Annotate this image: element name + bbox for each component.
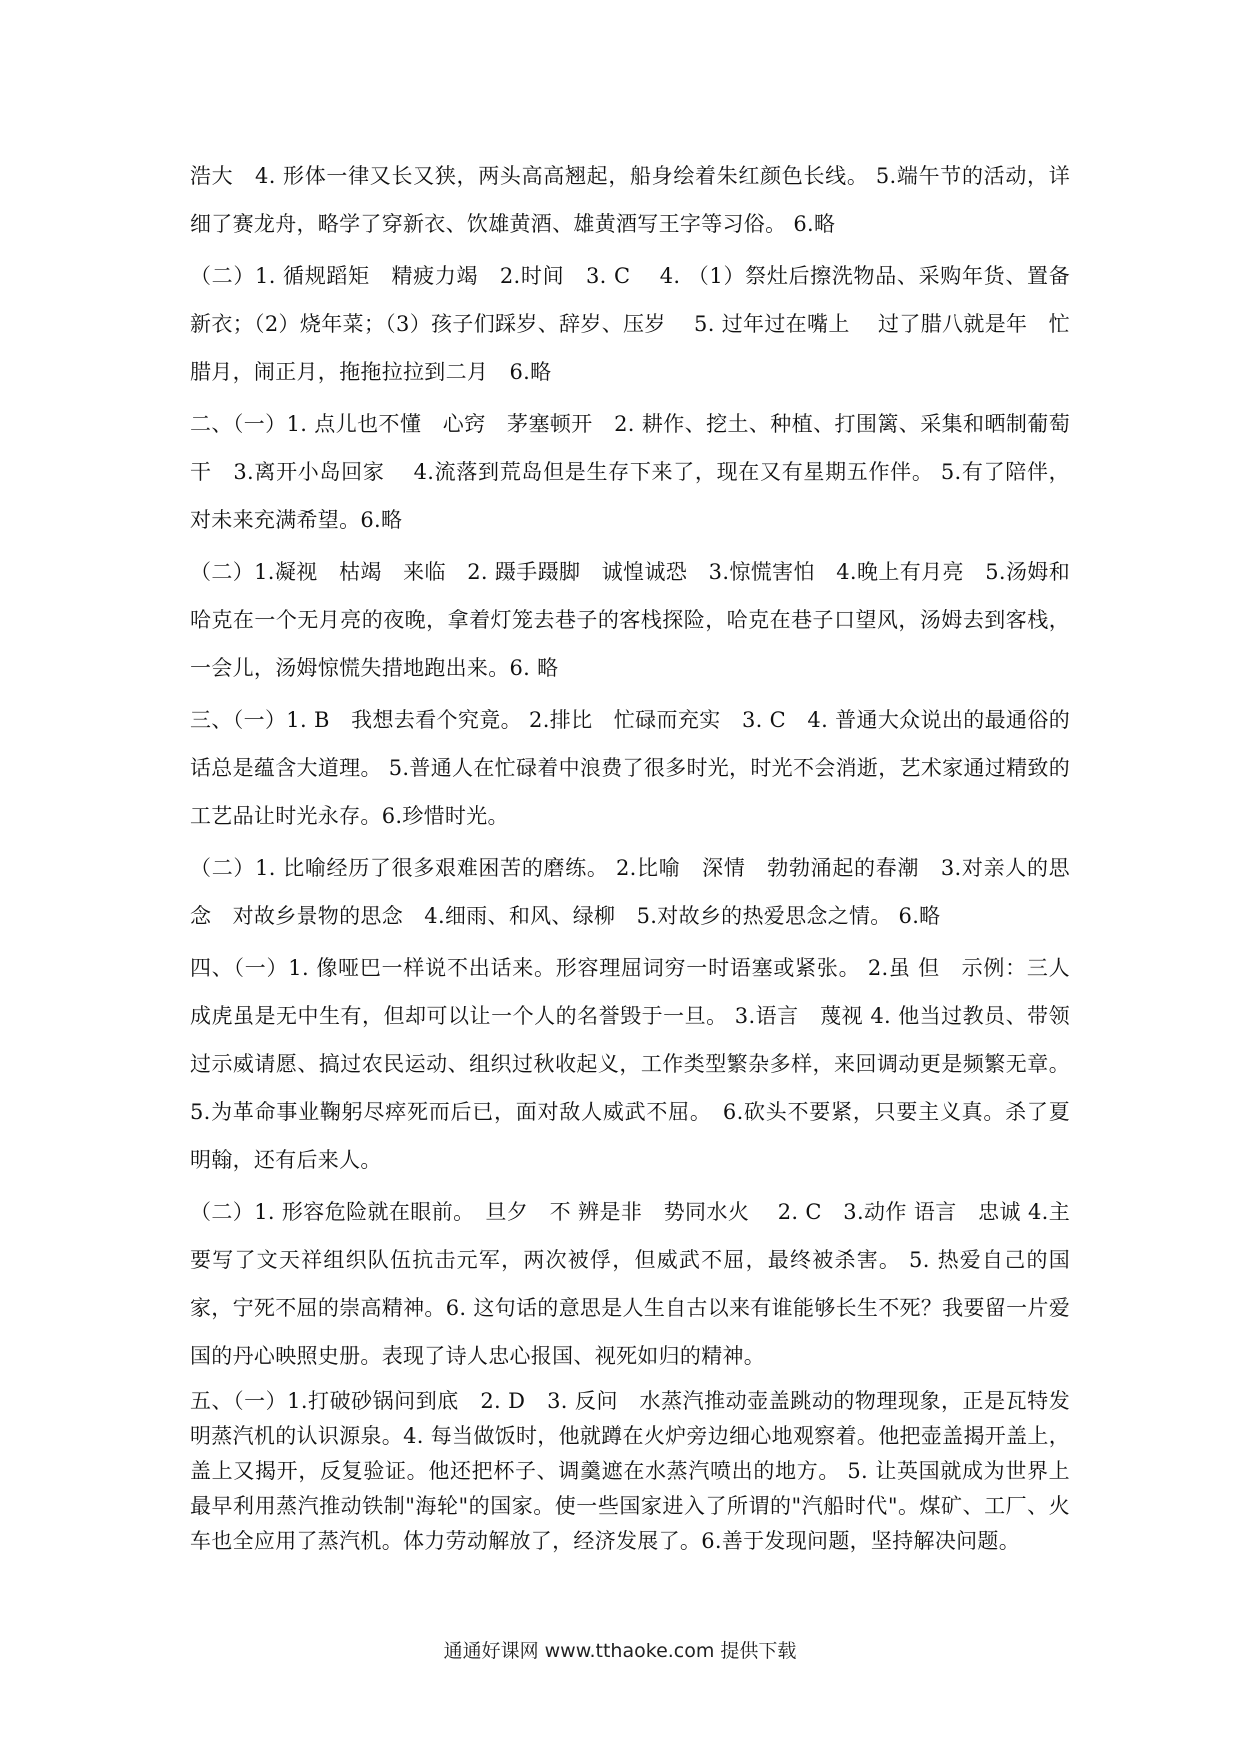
answer-paragraph-4: （二）1.凝视 枯竭 来临 2. 蹑手蹑脚 诚惶诚恐 3.惊慌害怕 4.晚上有月亮 5.汤姆和哈克在一个无月亮的夜晚，拿着灯笼去巷子的客栈探险，哈克在巷子口望风，汤姆去到客栈，一会儿，汤姆惊慌失措地跑出来。6. 略 (190, 560, 1070, 680)
footer-download-note: 通通好课网 www.tthaoke.com 提供下载 (443, 1640, 797, 1662)
answer-paragraph-8: （二）1. 形容危险就在眼前。 旦夕 不 辨是非 势同水火 2. C 3.动作 语言 忠诚 4.主要写了文天祥组织队伍抗击元军，两次被俘，但威武不屈，最终被杀害。 5. 热爱自己的国家，宁死不屈的崇高精神。6. 这句话的意思是人生自古以来有谁能够长生不死？我要留一片爱国的丹心映照史册。表现了诗人忠心报国、视死如归的精神。 (190, 1200, 1070, 1368)
answer-paragraph-7: 四、（一）1. 像哑巴一样说不出话来。形容理屈词穷一时语塞或紧张。 2.虽 但 示例：三人成虎虽是无中生有，但却可以让一个人的名誉毁于一旦。 3.语言 蔑视 4. 他当过教员、带领过示威请愿、搞过农民运动、组织过秋收起义，工作类型繁杂多样，来回调动更是频繁无章。 5.为革命事业鞠躬尽瘁死而后已，面对敌人威武不屈。 6.砍头不要紧，只要主义真。杀了夏明翰，还有后来人。 (190, 956, 1070, 1172)
answer-paragraph-9: 五、（一）1.打破砂锅问到底 2. D 3. 反问 水蒸汽推动壶盖跳动的物理现象，正是瓦特发明蒸汽机的认识源泉。4. 每当做饭时，他就蹲在火炉旁边细心地观察着。他把壶盖揭开盖上，盖上又揭开，反复验证。他还把杯子、调羹遮在水蒸汽喷出的地方。 5. 让英国就成为世界上最早利用蒸汽推动铁制"海轮"的国家。使一些国家进入了所谓的"汽船时代"。煤矿、工厂、火车也全应用了蒸汽机。体力劳动解放了，经济发展了。6.善于发现问题，坚持解决问题。 (190, 1389, 1070, 1553)
answer-key-body (190, 152, 1070, 1563)
answer-paragraph-6: （二）1. 比喻经历了很多艰难困苦的磨练。 2.比喻 深情 勃勃涌起的春潮 3.对亲人的思念 对故乡景物的思念 4.细雨、和风、绿柳 5.对故乡的热爱思念之情。 6.略 (190, 856, 1070, 928)
answer-paragraph-5: 三、（一）1. B 我想去看个究竟。 2.排比 忙碌而充实 3. C 4. 普通大众说出的最通俗的话总是蕴含大道理。 5.普通人在忙碌着中浪费了很多时光，时光不会消逝，艺术家通过精致的工艺品让时光永存。6.珍惜时光。 (190, 708, 1070, 828)
answer-paragraph-2: （二）1. 循规蹈矩 精疲力竭 2.时间 3. C 4. （1）祭灶后擦洗物品、采购年货、置备新衣；（2）烧年菜；（3）孩子们踩岁、辞岁、压岁 5. 过年过在嘴上 过了腊八就是年 忙腊月，闹正月，拖拖拉拉到二月 6.略 (190, 264, 1070, 384)
answer-paragraph-3: 二、（一）1. 点儿也不懂 心窍 茅塞顿开 2. 耕作、挖土、种植、打围篱、采集和晒制葡萄干 3.离开小岛回家 4.流落到荒岛但是生存下来了，现在又有星期五作伴。 5.有了陪伴，对未来充满希望。6.略 (190, 412, 1070, 532)
answer-paragraph-1: 浩大 4. 形体一律又长又狭，两头高高翘起，船身绘着朱红颜色长线。 5.端午节的活动，详细了赛龙舟，略学了穿新衣、饮雄黄酒、雄黄酒写王字等习俗。 6.略 (190, 164, 1070, 236)
